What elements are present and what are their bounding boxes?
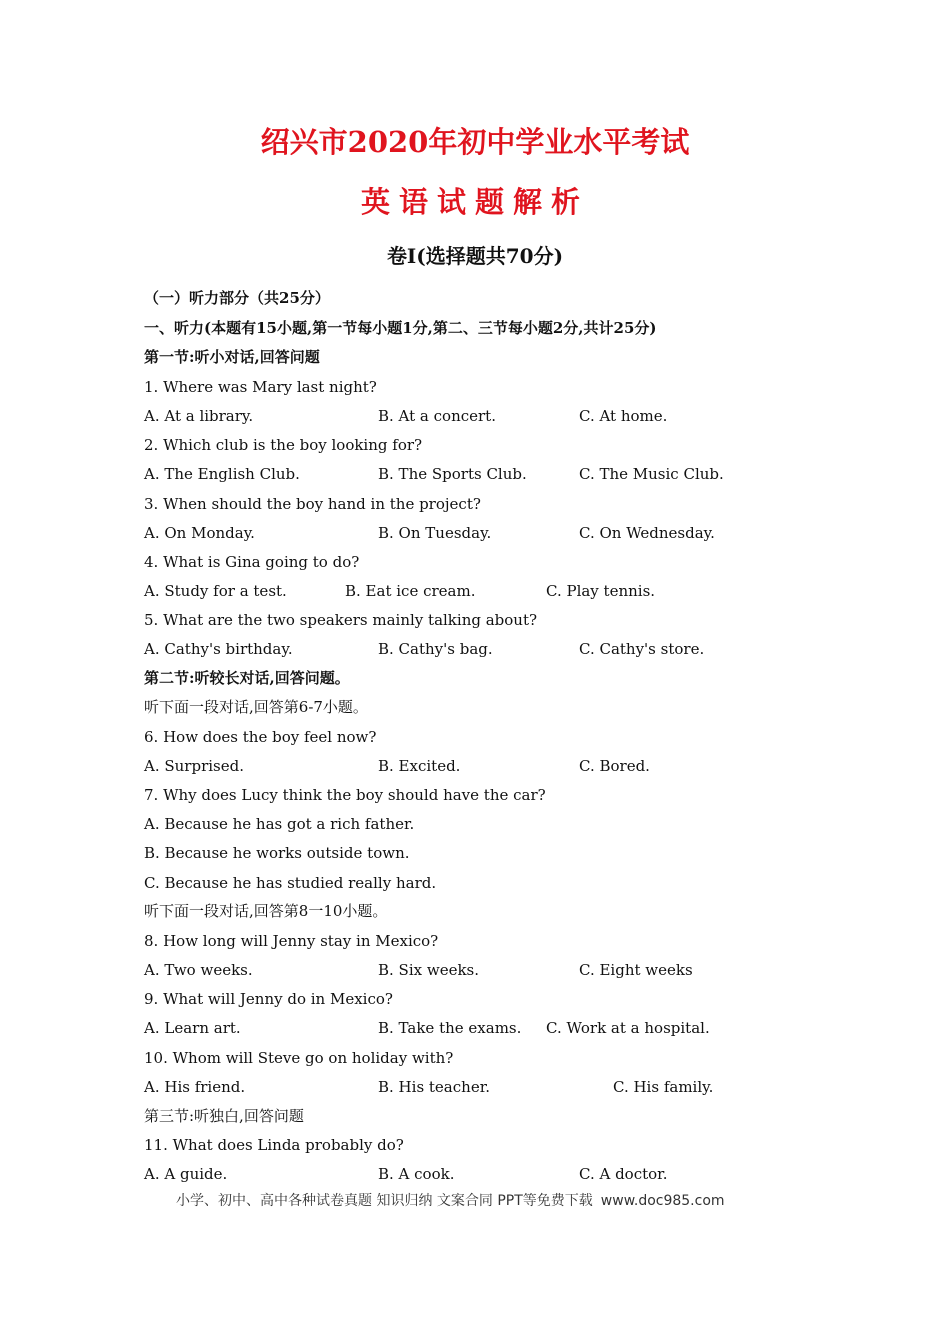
question-5: 5. What are the two speakers mainly talking about? [144,611,538,629]
question-2-option-c: C. The Music Club. [579,465,724,483]
question-11-option-b: B. A cook. [378,1165,455,1183]
section2-heading: 第二节:听较长对话,回答问题。 [144,669,350,687]
section2-note-2: 听下面一段对话,回答第8一10小题。 [144,902,388,920]
question-9-option-a: A. Learn art. [144,1019,241,1037]
question-3-option-b: B. On Tuesday. [378,524,492,542]
document-title: 绍兴市2020年初中学业水平考试 [260,125,690,159]
question-9: 9. What will Jenny do in Mexico? [144,990,393,1008]
question-10-option-c: C. His family. [613,1078,714,1096]
question-9-option-b: B. Take the exams. [378,1019,522,1037]
question-1-option-c: C. At home. [579,407,668,425]
section2-note-1: 听下面一段对话,回答第6-7小题。 [144,698,368,716]
question-7-option-b: B. Because he works outside town. [144,844,410,862]
question-11: 11. What does Linda probably do? [144,1136,404,1154]
question-8-option-b: B. Six weeks. [378,961,480,979]
question-7-option-a: A. Because he has got a rich father. [144,815,415,833]
question-10-option-a: A. His friend. [144,1078,246,1096]
question-6-option-c: C. Bored. [579,757,650,775]
footer-url[interactable]: www.doc985.com [600,1193,725,1209]
question-6-option-a: A. Surprised. [144,757,244,775]
question-1: 1. Where was Mary last night? [144,378,377,396]
question-5-option-b: B. Cathy's bag. [378,640,493,658]
listening-instructions: 一、听力(本题有15小题,第一节每小题1分,第二、三节每小题2分,共计25分) [144,319,657,337]
question-8-option-c: C. Eight weeks [579,961,693,979]
question-1-option-a: A. At a library. [144,407,254,425]
question-2-option-a: A. The English Club. [144,465,300,483]
document-subtitle: 英语试题解析 [360,185,589,219]
question-3-option-a: A. On Monday. [144,524,255,542]
question-6: 6. How does the boy feel now? [144,728,377,746]
question-8: 8. How long will Jenny stay in Mexico? [144,932,439,950]
question-9-option-c: C. Work at a hospital. [546,1019,710,1037]
question-5-option-a: A. Cathy's birthday. [144,640,293,658]
question-1-option-b: B. At a concert. [378,407,496,425]
question-5-option-c: C. Cathy's store. [579,640,705,658]
question-2: 2. Which club is the boy looking for? [144,436,423,454]
section3-heading: 第三节:听独白,回答问题 [144,1107,304,1125]
question-7-option-c: C. Because he has studied really hard. [144,874,437,892]
question-7: 7. Why does Lucy think the boy should have the car? [144,786,546,804]
question-11-option-c: C. A doctor. [579,1165,668,1183]
question-3-option-c: C. On Wednesday. [579,524,715,542]
question-3: 3. When should the boy hand in the project? [144,495,481,513]
question-4-option-b: B. Eat ice cream. [345,582,476,600]
question-4: 4. What is Gina going to do? [144,553,360,571]
question-11-option-a: A. A guide. [144,1165,228,1183]
footer-text: 小学、初中、高中各种试卷真题 知识归纳 文案合同 PPT等免费下载 [176,1193,593,1209]
question-4-option-c: C. Play tennis. [546,582,656,600]
section1-heading: 第一节:听小对话,回答问题 [144,348,320,366]
page-footer [176,1190,725,1210]
section-title: 卷I(选择题共70分) [386,244,564,268]
question-10-option-b: B. His teacher. [378,1078,490,1096]
question-6-option-b: B. Excited. [378,757,461,775]
question-2-option-b: B. The Sports Club. [378,465,527,483]
question-10: 10. Whom will Steve go on holiday with? [144,1049,454,1067]
part-heading: （一）听力部分（共25分） [144,289,330,307]
question-4-option-a: A. Study for a test. [144,582,287,600]
question-8-option-a: A. Two weeks. [144,961,253,979]
